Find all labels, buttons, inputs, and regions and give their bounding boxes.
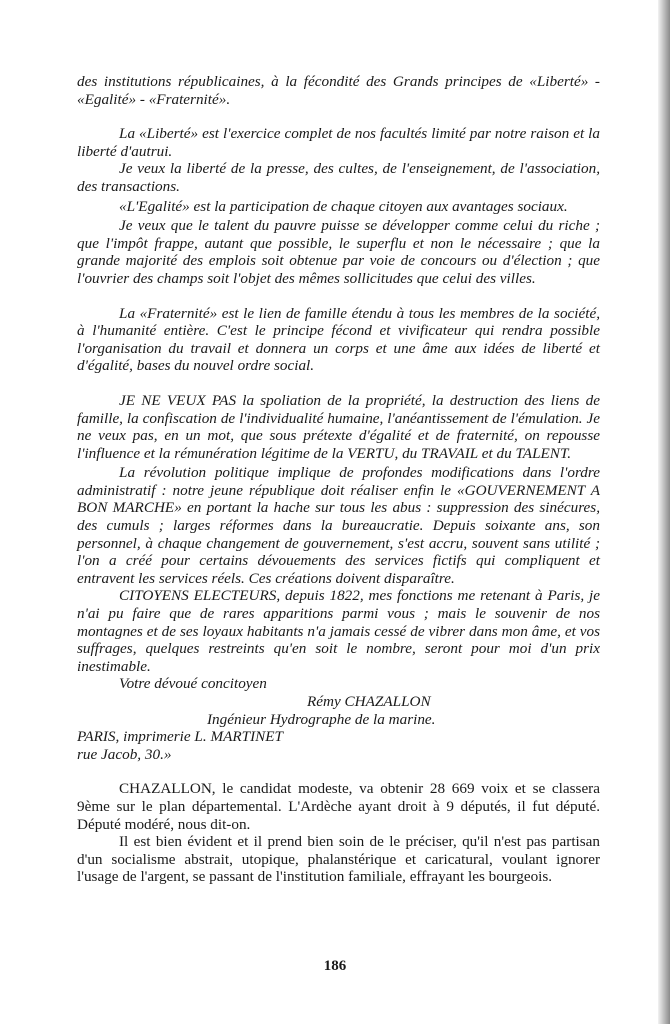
signature-title: Ingénieur Hydrographe de la marine. [207,710,436,728]
paragraph-liberte-wish: Je veux la liberté de la presse, des cultes, de l'enseignement, de l'association, des transactions. [77,160,600,195]
page-edge-shadow [658,0,670,1024]
paragraph-fraternite: La «Fraternité» est le lien de famille étendu à tous les membres de la société, à l'humanité entière. C'est le principe fécond et vivificateur qui rendra possible l'organisation du travail et donnera un corps et une âme aux idées de liberté et d'égalité, bases du nouvel ordre social. [77,304,600,375]
paragraph-egalite-wish: Je veux que le talent du pauvre puisse se développer comme celui du riche ; que l'impôt frappe, autant que possible, le superflu et non le nécessaire ; que la grande majorité des emplois soit obtenue par voie de concours ou d'élection ; que l'ouvrier des champs soit l'objet des mêmes sollicitudes que celui des villes. [77,217,600,287]
paragraph-citoyens: CITOYENS ELECTEURS, depuis 1822, mes fonctions me retenant à Paris, je n'ai pu faire que de rares apparitions parmi vous ; mais le souvenir de nos montagnes et de ses loyaux habitants n'a jamais cessé de vibrer dans mon âme, et vos suffrages, quelques restreints qu'en soit le nombre, seront pour moi d'un prix inestimable. [77,587,600,675]
paragraph-revolution: La révolution politique implique de profondes modifications dans l'ordre administratif : notre jeune république doit réaliser enfin le «GOUVERNEMENT A BON MARCHE» en portant la hache sur tous les abus : suppression des sinécures, des cumuls ; larges réformes dans la bureaucratie. Depuis soixante ans, son personnel, à chaque changement de gouvernement, s'est accru, souvent sans utilité ; l'on a créé pour certains dévouements des services fictifs qui compliquent et entravent les services réels. Ces créations doivent disparaître. [77,464,600,587]
paragraph-intro: des institutions républicaines, à la fécondité des Grands principes de «Liberté» - «Egalité» - «Fraternité». [77,73,600,108]
commentary-paragraph-1: CHAZALLON, le candidat modeste, va obtenir 28 669 voix et se classera 9ème sur le plan départemental. L'Ardèche ayant droit à 9 députés, il fut député. Député modéré, nous dit-on. [77,780,600,833]
paragraph-liberte: La «Liberté» est l'exercice complet de nos facultés limité par notre raison et la liberté d'autrui. [77,125,600,160]
paragraph-egalite: «L'Egalité» est la participation de chaque citoyen aux avantages sociaux. [119,197,568,215]
paragraph-je-ne-veux-pas: JE NE VEUX PAS la spoliation de la propriété, la destruction des liens de famille, la confiscation de l'individualité humaine, l'anéantissement de l'émulation. Je ne veux pas, en un mot, que sous prétexte d'égalité et de fraternité, on repousse l'influence et la rémunération légitime de la VERTU, du TRAVAIL et du TALENT. [77,391,600,462]
signature-name: Rémy CHAZALLON [307,693,431,710]
closing-line: Votre dévoué concitoyen [119,675,267,693]
document-body [77,73,600,886]
printer-line-1: PARIS, imprimerie L. MARTINET [77,728,284,746]
page-number: 186 [323,958,347,974]
printer-line-2: rue Jacob, 30.» [77,745,172,763]
commentary-paragraph-2: Il est bien évident et il prend bien soin de le préciser, qu'il n'est pas partisan d'un socialisme abstrait, utopique, phalanstérique et caricatural, voulant ignorer l'usage de l'argent, se passant de l'institution familiale, effrayant les bourgeois. [77,833,600,886]
